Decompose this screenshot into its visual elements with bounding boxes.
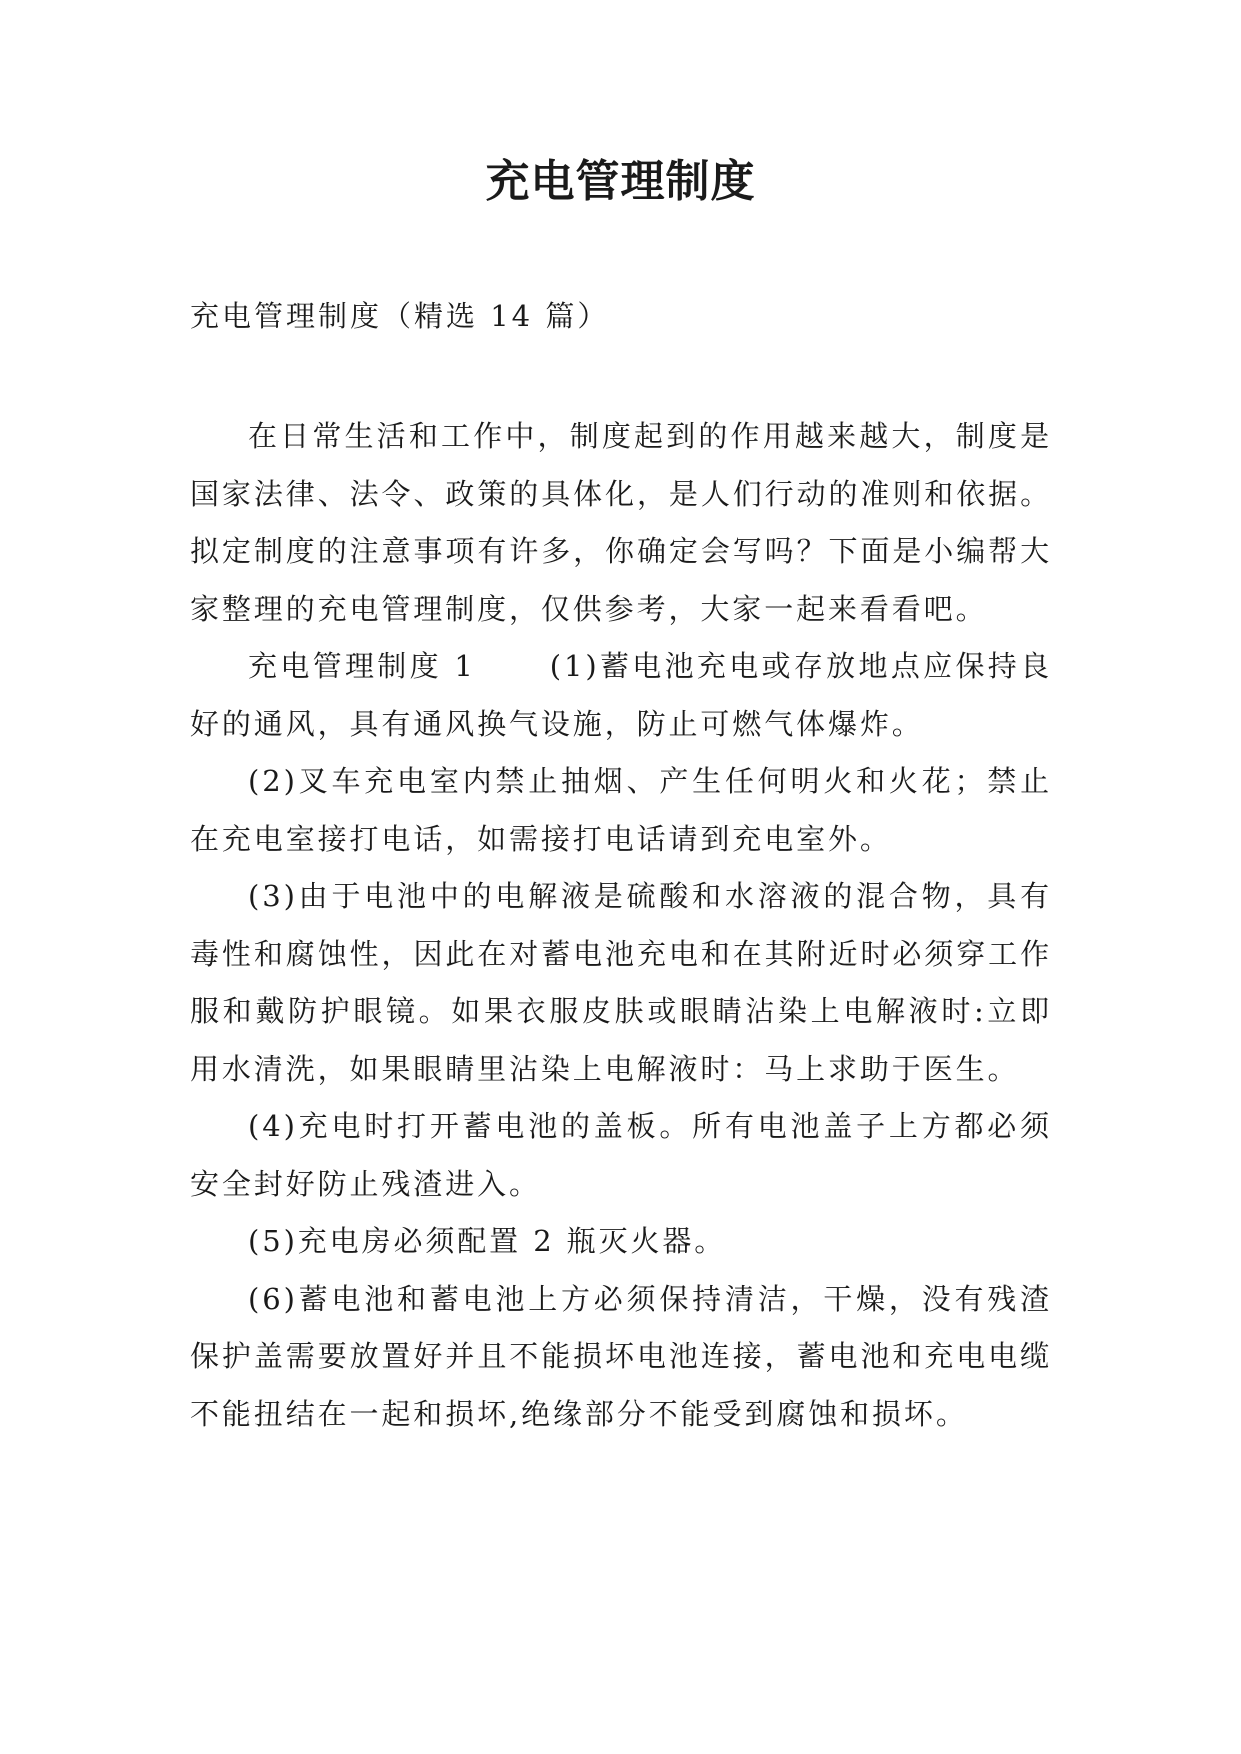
document-title: 充电管理制度: [485, 156, 756, 207]
rule-item-1: (1)蓄电池充电或存放地点应保持良好的通风，具有通风换气设施，防止可燃气体爆炸。: [190, 649, 1052, 741]
intro-paragraph: 在日常生活和工作中，制度起到的作用越来越大，制度是国家法律、法令、政策的具体化，是人们行动的准则和依据。拟定制度的注意事项有许多，你确定会写吗？下面是小编帮大家整理的充电管理制度，仅供参考，大家一起来看看吧。: [190, 419, 1052, 626]
section-1-paragraph: [190, 638, 1052, 753]
rule-item-2: (2)叉车充电室内禁止抽烟、产生任何明火和火花；禁止在充电室接打电话，如需接打电话请到充电室外。: [190, 764, 1052, 856]
rule-item-6: (6)蓄电池和蓄电池上方必须保持清洁，干燥，没有残渣保护盖需要放置好并且不能损坏电池连接，蓄电池和充电电缆不能扭结在一起和损坏,绝缘部分不能受到腐蚀和损坏。: [190, 1281, 1052, 1431]
rule-item-4: (4)充电时打开蓄电池的盖板。所有电池盖子上方都必须安全封好防止残渣进入。: [190, 1109, 1052, 1201]
rule-item-5: (5)充电房必须配置 2 瓶灭火器。: [248, 1224, 727, 1258]
document-body: [190, 408, 1052, 1443]
document-subtitle: 充电管理制度（精选 14 篇）: [190, 299, 610, 333]
section-heading: 充电管理制度 1: [248, 649, 476, 683]
rule-item-3: (3)由于电池中的电解液是硫酸和水溶液的混合物，具有毒性和腐蚀性，因此在对蓄电池充电和在其附近时必须穿工作服和戴防护眼镜。如果衣服皮肤或眼睛沾染上电解液时:立即用水清洗，如果眼睛里沾染上电解液时：马上求助于医生。: [190, 879, 1052, 1086]
